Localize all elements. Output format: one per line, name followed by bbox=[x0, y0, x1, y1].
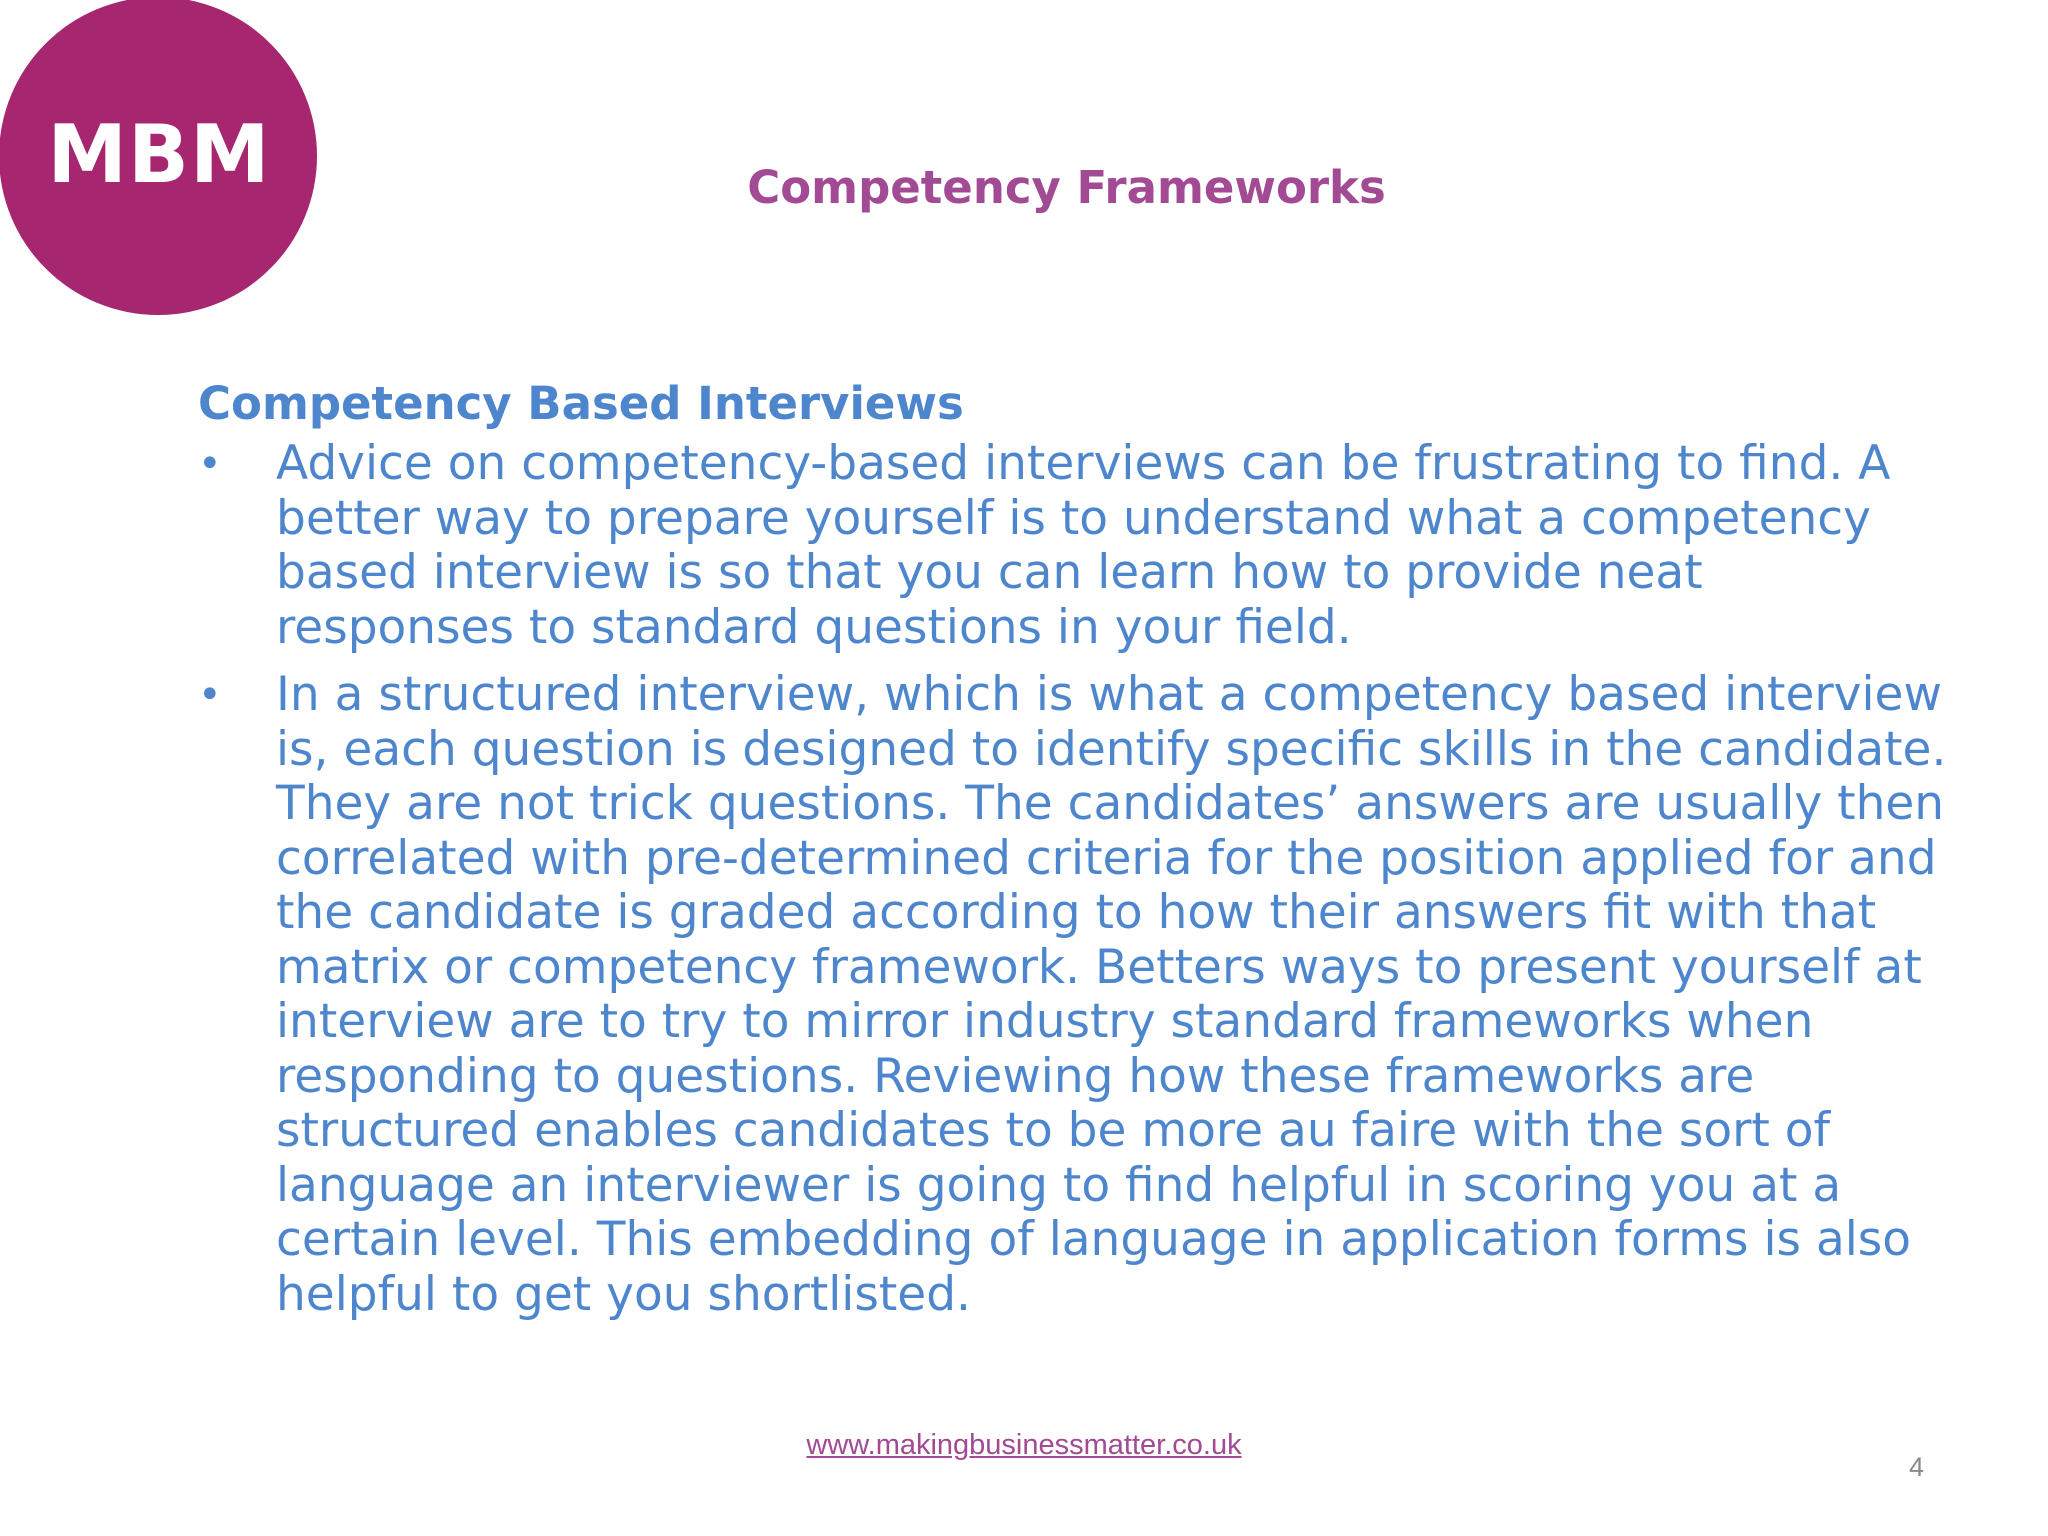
slide-content bbox=[198, 375, 1948, 1335]
bullet-dot-icon: • bbox=[198, 672, 222, 718]
slide-title: Competency Frameworks bbox=[747, 161, 1386, 214]
bullet-text: In a structured interview, which is what a competency based interview is, each question is designed to identify specific skills in the candidate. They are not trick questions. The candidates’ answers are usually then correlated with pre-determined criteria for the position applied for and the candidate is graded according to how their answers fit with that matrix or competency framework. Betters ways to present yourself at interview are to try to mirror industry standard frameworks when responding to questions. Reviewing how these frameworks are structured enables candidates to be more au faire with the sort of language an interviewer is going to find helpful in scoring you at a certain level. This embedding of language in application forms is also helpful to get you shortlisted. bbox=[276, 667, 1947, 1322]
bullet-dot-icon: • bbox=[198, 441, 222, 487]
bullet-item bbox=[198, 668, 1948, 1322]
bullet-item bbox=[198, 437, 1948, 655]
website-link[interactable]: www.makingbusinessmatter.co.uk bbox=[806, 1429, 1242, 1461]
mbm-logo bbox=[0, 0, 317, 315]
page-number: 4 bbox=[1908, 1452, 1924, 1482]
logo-text: MBM bbox=[47, 107, 271, 201]
bullet-list bbox=[198, 437, 1948, 1322]
bullet-text: Advice on competency-based interviews can be frustrating to find. A better way to prepare yourself is to understand what a competency based interview is so that you can learn how to provide neat responses to standard questions in your field. bbox=[276, 436, 1891, 655]
section-subheading: Competency Based Interviews bbox=[198, 377, 964, 430]
